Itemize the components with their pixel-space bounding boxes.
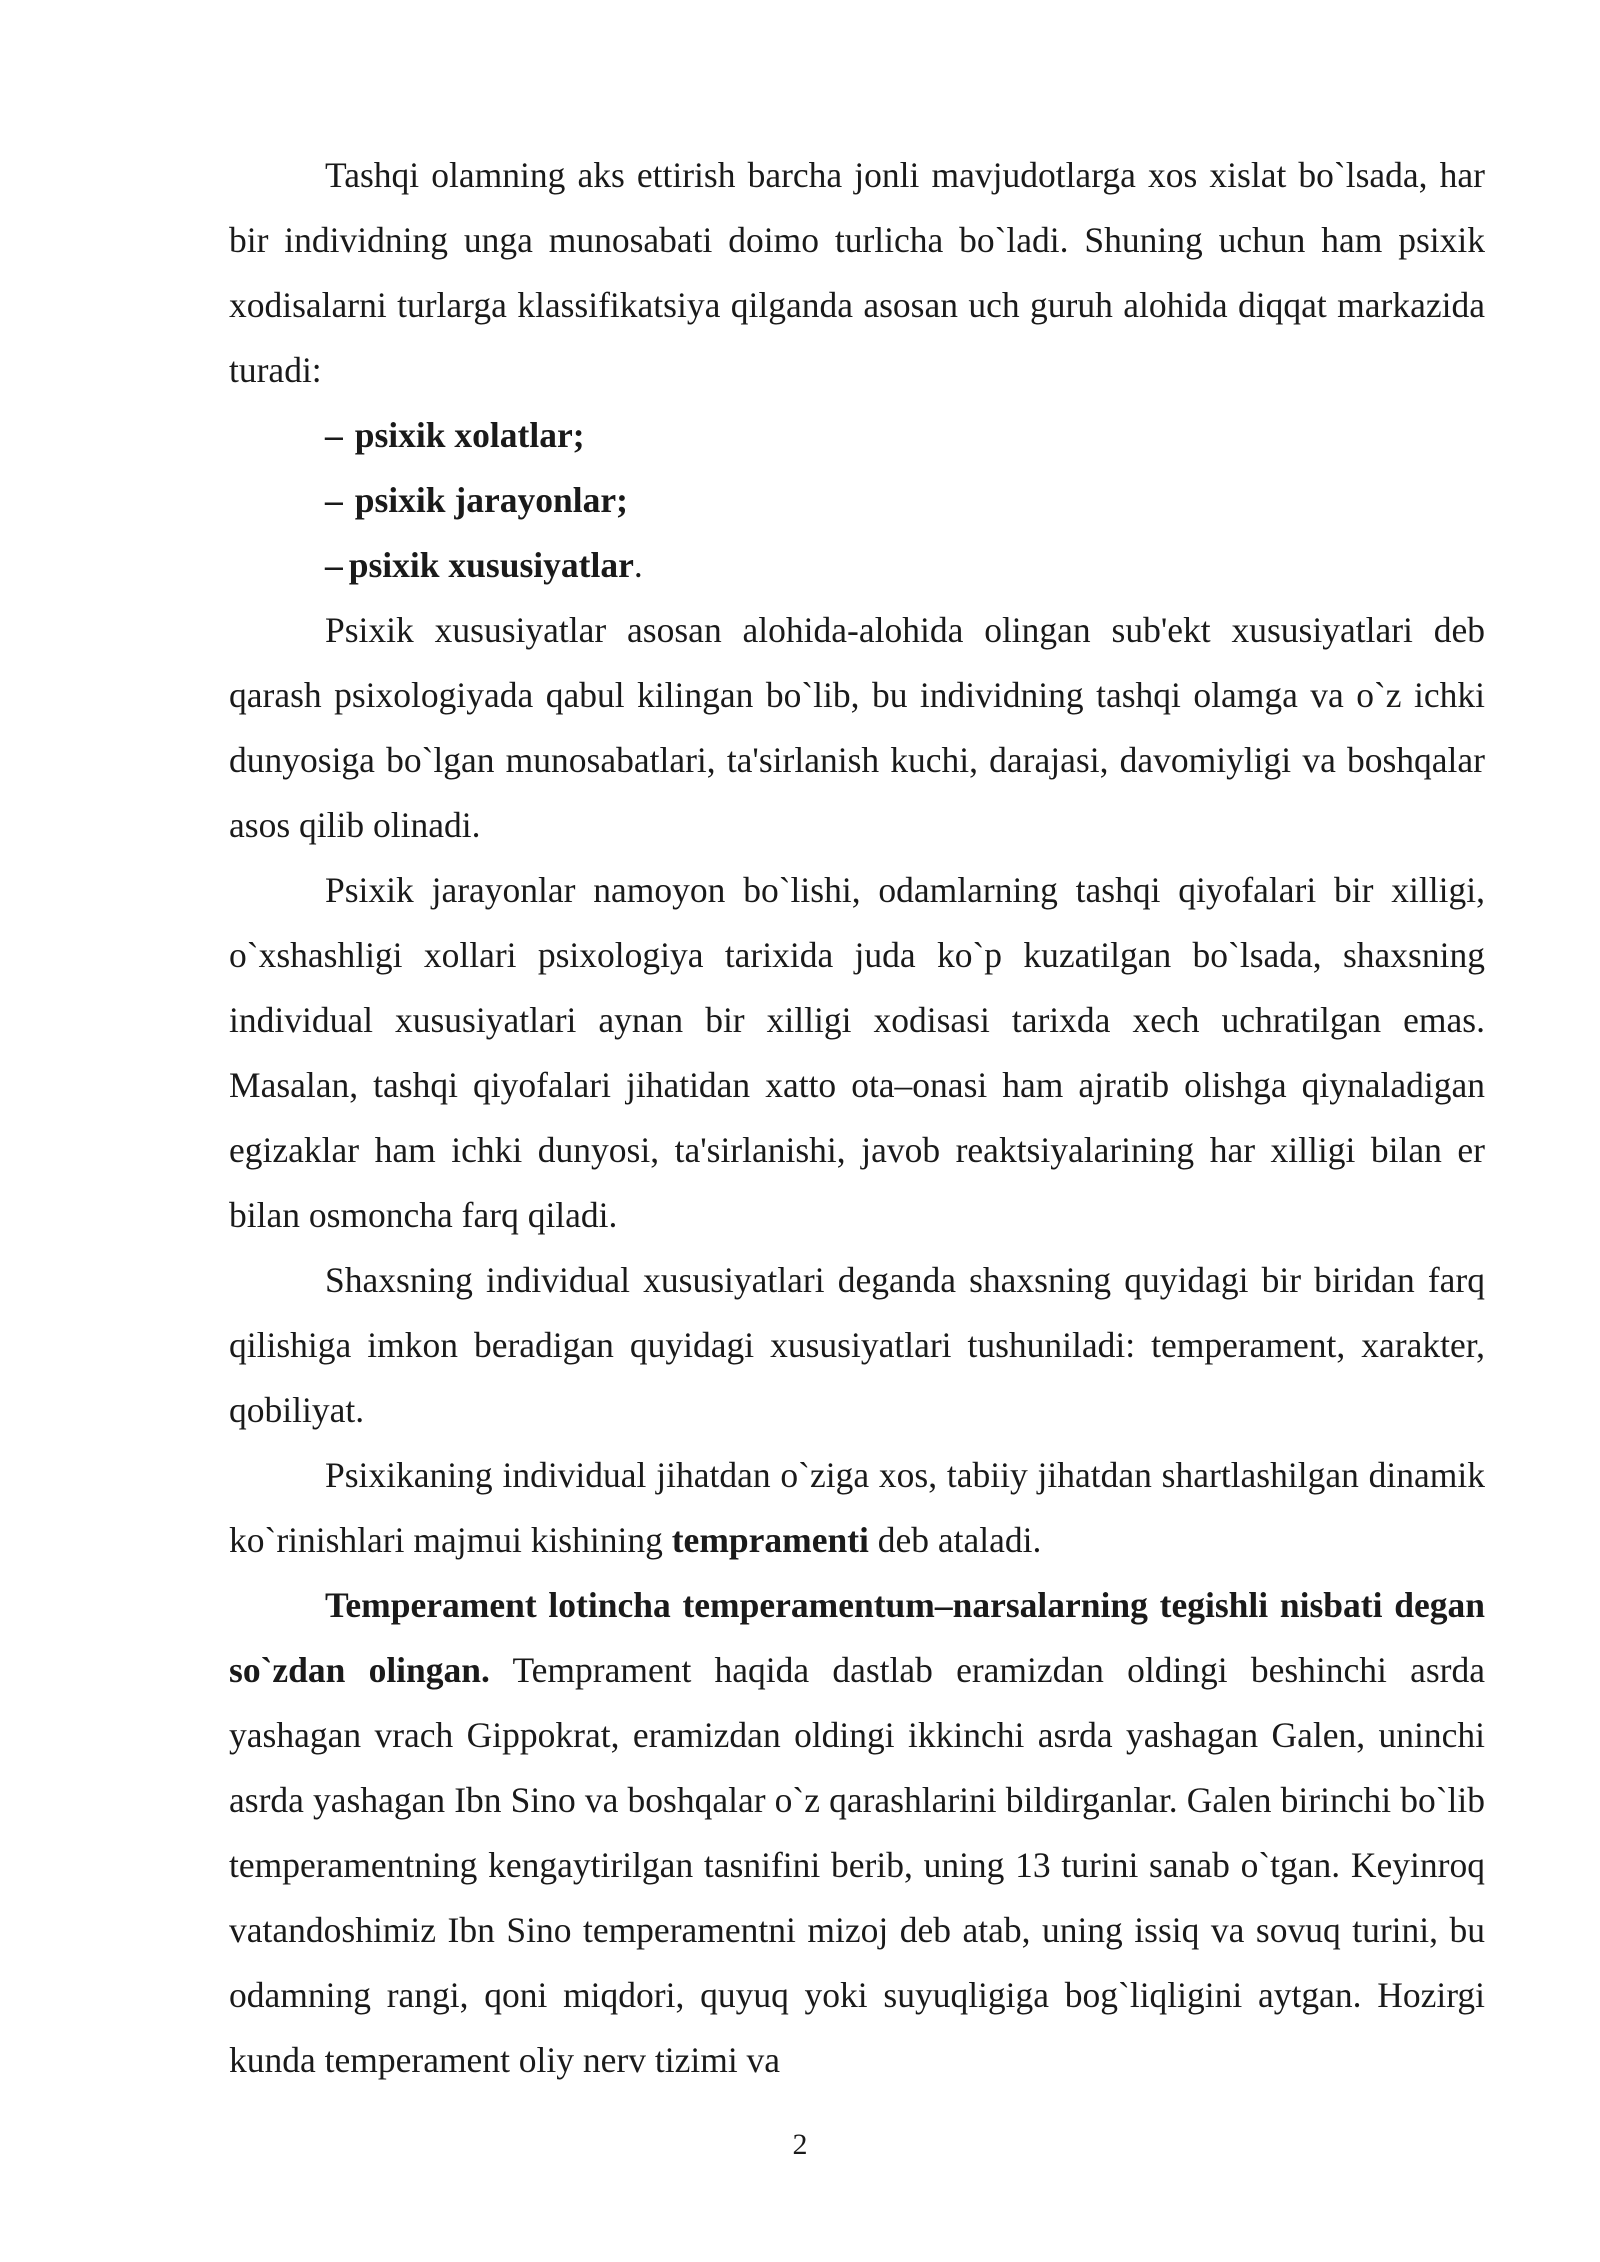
paragraph-temperament-history: [229, 1573, 1485, 2093]
text-segment: deb ataladi.: [868, 1520, 1042, 1560]
list-dash: –: [325, 545, 343, 585]
page-number: 2: [792, 2128, 808, 2161]
list-item-label: psixik xolatlar;: [354, 415, 585, 455]
paragraph-psychic-processes: Psixik jarayonlar namoyon bo`lishi, odamlarning tashqi qiyofalari bir xilligi, o`xshashligi xollari psixologiya tarixida juda ko`p kuzatilgan bo`lsada, shaxsning individual xususiyatlari aynan bir xilligi xodisasi tarixda xech uchratilgan emas. Masalan, tashqi qiyofalari jihatidan xatto ota–onasi ham ajratib olishga qiynaladigan egizaklar ham ichki dunyosi, ta'sirlanishi, javob reaktsiyalarining har xilligi bilan er bilan osmoncha farq qiladi.: [229, 870, 1485, 1235]
list-item-psychic-properties: [229, 533, 1485, 598]
paragraph-intro: Tashqi olamning aks ettirish barcha jonli mavjudotlarga xos xislat bo`lsada, har bir individning unga munosabati doimo turlicha bo`ladi. Shuning uchun ham psixik xodisalarni turlarga klassifikatsiya qilganda asosan uch guruh alohida diqqat markazida turadi:: [229, 155, 1485, 390]
list-item-period: .: [633, 545, 643, 585]
list-item-label: psixik xususiyatlar: [348, 545, 634, 585]
list-item-psychic-processes: [229, 468, 1485, 533]
bold-term: tempramenti: [671, 1520, 869, 1560]
document-page: [229, 143, 1485, 2093]
paragraph-temperament-definition: [229, 1443, 1485, 1573]
paragraph-psychic-properties: Psixik xususiyatlar asosan alohida-alohida olingan sub'ekt xususiyatlari deb qarash psixologiyada qabul kilingan bo`lib, bu individning tashqi olamga va o`z ichki dunyosiga bo`lgan munosabatlari, ta'sirlanish kuchi, darajasi, davomiyligi va boshqalar asos qilib olinadi.: [229, 610, 1485, 845]
list-item-label: psixik jarayonlar;: [354, 480, 628, 520]
paragraph-individual-features: Shaxsning individual xususiyatlari deganda shaxsning quyidagi bir biridan farq qilishiga imkon beradigan quyidagi xususiyatlari tushuniladi: temperament, xarakter, qobiliyat.: [229, 1260, 1485, 1430]
text-segment: Psixikaning individual jihatdan o`ziga xos, tabiiy jihatdan shartlashilgan dinamik ko`rinishlari majmui kishining: [229, 1455, 1485, 1560]
list-dash: –: [325, 480, 343, 520]
bold-lead-sentence: Temperament lotincha temperamentum–narsalarning tegishli nisbati degan so`zdan olingan.: [229, 1585, 1485, 1690]
text-segment: Temprament haqida dastlab eramizdan oldingi beshinchi asrda yashagan vrach Gippokrat, eramizdan oldingi ikkinchi asrda yashagan Galen, uninchi asrda yashagan Ibn Sino va boshqalar o`z qarashlarini bildirganlar. Galen birinchi bo`lib temperamentning kengaytirilgan tasnifini berib, uning 13 turini sanab o`tgan. Keyinroq vatandoshimiz Ibn Sino temperamentni mizoj deb atab, uning issiq va sovuq turini, bu odamning rangi, qoni miqdori, quyuq yoki suyuqligiga bog`liqligini aytgan. Hozirgi kunda temperament oliy nerv tizimi va: [229, 1650, 1485, 2080]
list-dash: –: [325, 415, 343, 455]
list-item-psychic-states: [229, 403, 1485, 468]
